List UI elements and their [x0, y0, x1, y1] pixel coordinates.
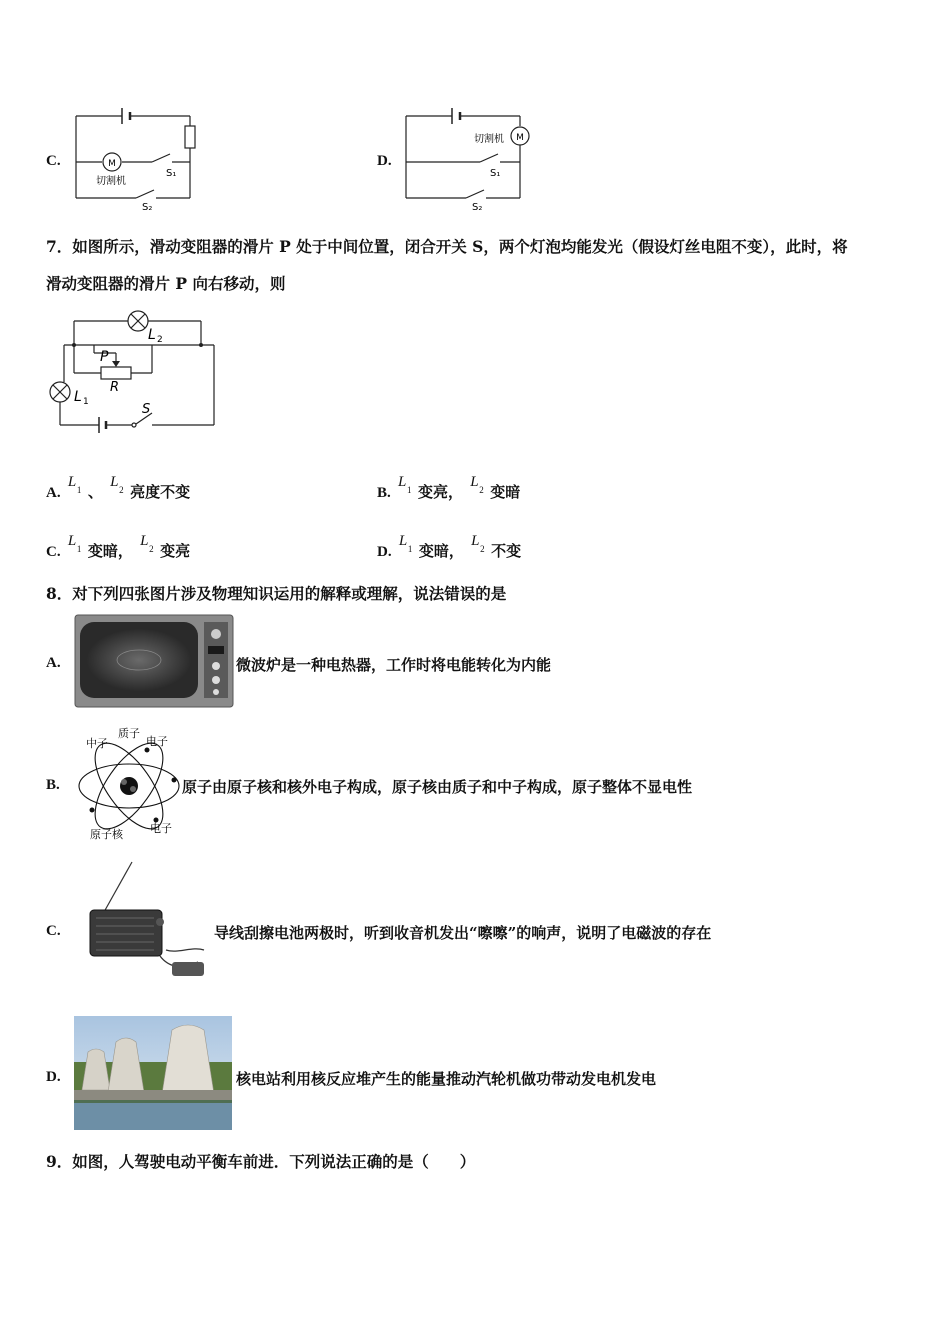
motor-label: M — [108, 159, 116, 169]
q7-stem-line2: 滑动变阻器的滑片 P 向右移动，则 — [46, 274, 286, 293]
q8-option-c-letter: C. — [46, 923, 61, 939]
q7-circuit-diagram — [44, 305, 224, 440]
l1-label: L — [74, 389, 82, 405]
resistor-r-label: R — [110, 380, 120, 395]
switch-s2-label: S₂ — [142, 202, 153, 213]
radio-battery-image — [74, 858, 214, 980]
atom-model-image — [74, 722, 184, 844]
q8-option-d-text[interactable]: 核电站利用核反应堆产生的能量推动汽轮机做功带动发电机发电 — [236, 1070, 657, 1088]
q8-option-d-letter: D. — [46, 1069, 61, 1085]
neutron-label: 中子 — [86, 737, 108, 750]
nuclear-power-plant-image — [74, 1016, 232, 1130]
l1-sub: 1 — [83, 397, 89, 407]
motor-caption: 切割机 — [474, 134, 504, 145]
q7-stem-line1: 7．如图所示，滑动变阻器的滑片 P 处于中间位置，闭合开关 S，两个灯泡均能发光（假设灯丝电阻不变），此时，将 — [46, 237, 848, 256]
l2-label: L — [148, 327, 156, 343]
nucleus-label: 原子核 — [90, 828, 123, 841]
switch-s-label: S — [142, 402, 151, 417]
q7-option-d[interactable]: D. L 1 变暗， L 2 不变 — [377, 533, 522, 560]
q8-stem: 8．对下列四张图片涉及物理知识运用的解释或理解，说法错误的是 — [46, 584, 507, 603]
q8-option-c-text[interactable]: 导线刮擦电池两极时，听到收音机发出“嚓嚓”的响声，说明了电磁波的存在 — [214, 924, 712, 942]
switch-s1-label: S₁ — [490, 168, 501, 179]
switch-s2-label: S₂ — [472, 202, 483, 213]
q6-option-c-circuit — [70, 100, 210, 215]
proton-label: 质子 — [118, 727, 140, 740]
q6-option-d-circuit — [400, 100, 540, 215]
q8-option-b-text[interactable]: 原子由原子核和核外电子构成，原子核由质子和中子构成，原子整体不显电性 — [182, 778, 693, 796]
q8-option-a-letter: A. — [46, 655, 61, 671]
microwave-oven-image — [74, 614, 234, 708]
switch-s1-label: S₁ — [166, 168, 177, 179]
q9-stem: 9．如图，人驾驶电动平衡车前进．下列说法正确的是（ ） — [46, 1152, 476, 1171]
electron-bottom-label: 电子 — [150, 822, 172, 835]
motor-label: M — [516, 133, 524, 143]
electron-top-label: 电子 — [146, 735, 168, 748]
l2-sub: 2 — [157, 335, 163, 345]
q6-option-c-letter: C. — [46, 153, 61, 169]
q7-option-a[interactable]: A. L 1 、 L 2 亮度不变 — [46, 474, 191, 501]
slider-p-label: P — [100, 349, 109, 365]
q7-option-b[interactable]: B. L 1 变亮， L 2 变暗 — [377, 474, 521, 501]
q8-option-a-text[interactable]: 微波炉是一种电热器，工作时将电能转化为内能 — [236, 656, 552, 674]
q6-option-d-letter: D. — [377, 153, 392, 169]
q7-option-c[interactable]: C. L 1 变暗， L 2 变亮 — [46, 533, 191, 560]
motor-caption: 切割机 — [96, 176, 126, 187]
q8-option-b-letter: B. — [46, 777, 60, 793]
